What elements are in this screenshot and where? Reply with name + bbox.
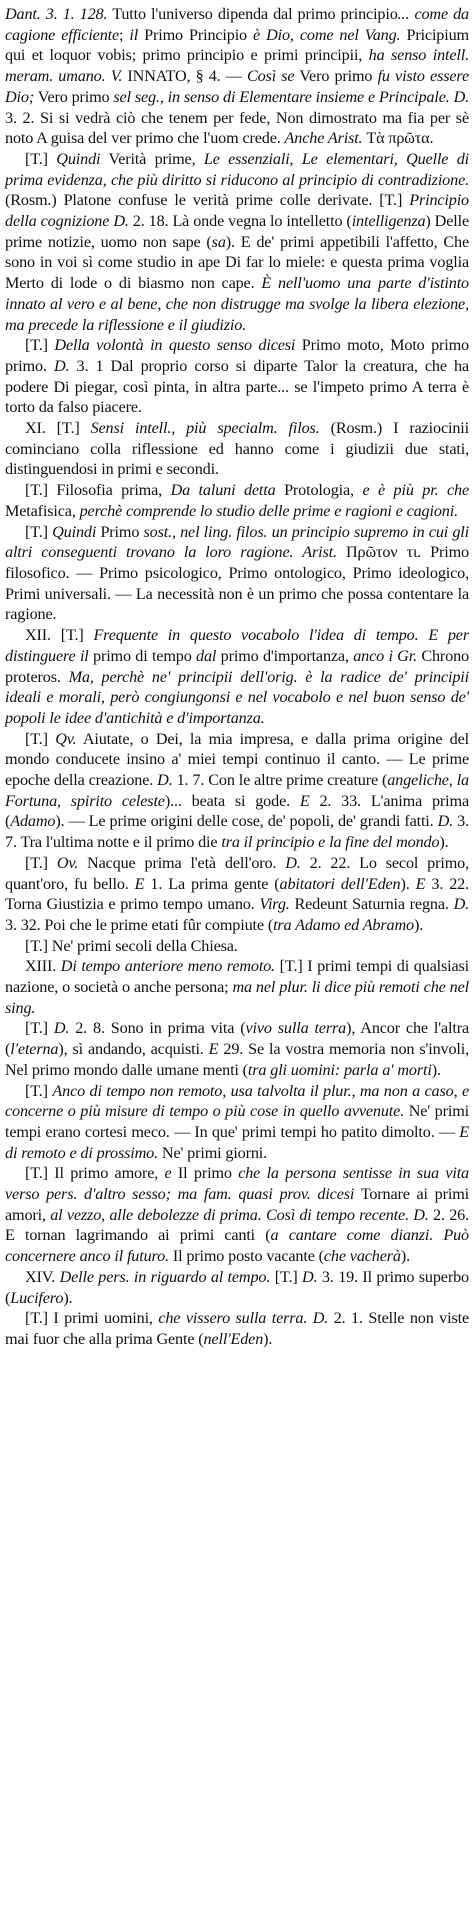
paragraph-p9 bbox=[5, 853, 469, 936]
text-run: Πρῶτον τι. Primo filosofico. — Primo psicologico, Primo ontologico, Primo ideologico, Primi universali. — La necessità non è un primo che possa contentare la ragione. bbox=[5, 543, 469, 624]
italic-run: Adamo bbox=[10, 812, 56, 831]
italic-run: Delle pers. in riguardo al tempo. bbox=[59, 1267, 271, 1286]
text-run: [T.] bbox=[25, 729, 56, 748]
text-run: 1. La prima gente ( bbox=[144, 874, 280, 893]
italic-run: D. bbox=[413, 1205, 429, 1224]
text-run: 2. 8. Sono in prima vita ( bbox=[69, 1019, 246, 1038]
paragraph-p11 bbox=[5, 956, 469, 1018]
italic-run: ... come da cagione efficiente bbox=[5, 5, 469, 44]
text-run: ). E de' primi appetibili l'affetto, Che sono in voi sì come studio in ape Di far lo miele: e questa prima voglia Merto di lode o di biasmo non cape. bbox=[5, 232, 469, 293]
italic-run: che vissero sulla terra. bbox=[158, 1309, 308, 1328]
text-run: 3. 7. Tra l'ultima notte e il primo die bbox=[5, 812, 469, 852]
text-run: Nacque prima l'età dell'oro. bbox=[78, 853, 286, 872]
italic-run: e è più pr. che bbox=[362, 481, 469, 500]
text-run: 2. 33. L'anima prima ( bbox=[5, 791, 469, 831]
text-run: 3. 19. Il primo superbo ( bbox=[5, 1267, 469, 1307]
text-run: (Rosm.) I raziocinii cominciano colla riflessione ed hanno come i giudizii due stati, distinguendosi in primi e secondi. bbox=[5, 419, 469, 479]
italic-run: Principio della cognizione bbox=[5, 191, 469, 231]
text-run: Verità prime, bbox=[100, 149, 204, 168]
italic-run: il bbox=[129, 25, 139, 44]
italic-run: E bbox=[134, 874, 145, 893]
text-run: Tutto l'universo dipenda dal primo principio bbox=[107, 5, 398, 23]
text-run: 1. 7. Con le altre prime creature ( bbox=[172, 771, 388, 790]
italic-run: l'eterna bbox=[10, 1040, 59, 1059]
text-run: Τὰ πρῶτα. bbox=[362, 129, 434, 148]
text-run: Primo Principio bbox=[138, 25, 254, 44]
paragraph-p7 bbox=[5, 625, 469, 729]
italic-run: al vezzo, alle debolezze di prima. Così di tempo recente. bbox=[50, 1205, 409, 1224]
text-run: ). bbox=[413, 915, 424, 934]
text-run: ). bbox=[431, 1060, 441, 1079]
italic-run: D. bbox=[437, 812, 454, 831]
text-run: XIII. bbox=[25, 957, 61, 976]
italic-run: ma nel plur. li dice più remoti che nel sing. bbox=[5, 978, 469, 1017]
text-run: Metafisica, bbox=[5, 501, 80, 520]
italic-run: Così se bbox=[246, 67, 295, 86]
italic-run: anco i Gr. bbox=[353, 646, 417, 665]
italic-run: Le essenziali, bbox=[203, 149, 294, 168]
text-run: Pricipium qui et loquor vobis; primo principio e primi principii, bbox=[5, 25, 469, 65]
italic-run: Ma, perchè ne' principii dell'orig. è la radice de' principii ideali e morali, però congiungonsi e nel vocabolo e nel buon senso de' popoli le idee d'antichità e d'importanza. bbox=[5, 667, 470, 727]
text-column bbox=[5, 4, 469, 1350]
italic-run: perchè comprende lo studio delle prime e ragioni e cagioni. bbox=[79, 501, 458, 520]
italic-run: E bbox=[299, 791, 310, 810]
text-run: Tornare ai primi amori, bbox=[5, 1185, 469, 1224]
italic-run: è Dio, come nel Vang. bbox=[253, 25, 401, 44]
italic-run: D. bbox=[53, 1019, 70, 1038]
text-run: [T.] bbox=[270, 1267, 303, 1286]
text-run: Primo bbox=[96, 522, 144, 541]
italic-run: abitatori dell'Eden bbox=[279, 874, 401, 893]
paragraph-p14 bbox=[5, 1163, 469, 1267]
text-run: ). bbox=[400, 874, 416, 893]
text-run: Il primo bbox=[171, 1164, 239, 1183]
italic-run: fu visto essere Dio; bbox=[5, 67, 469, 106]
text-run: Ne' primi tempi erano cortesi meco. — In que' primi tempi ho patito dimolto. — bbox=[5, 1102, 469, 1141]
text-run: [T.] bbox=[25, 853, 57, 872]
text-run: 2. 1. Stelle non viste mai fuor che alla prima Gente ( bbox=[5, 1309, 469, 1348]
italic-run: che vacherà bbox=[323, 1247, 401, 1266]
paragraph-p8 bbox=[5, 729, 469, 853]
paragraph-p15 bbox=[5, 1267, 469, 1308]
paragraph-p13 bbox=[5, 1081, 469, 1164]
paragraph-p1 bbox=[5, 4, 469, 149]
text-run: (Rosm.) Platone confuse le verità prime colle derivate. [T.] bbox=[5, 191, 410, 210]
italic-run: D. bbox=[157, 771, 173, 790]
text-run: 3. 1 Dal proprio corso si diparte Talor la creatura, che ha podere Di piegar, così pinta, in altra parte... se l'impeto primo A terra è torto da falso piacere. bbox=[5, 356, 469, 417]
text-run: [T.] Filosofia prima, bbox=[25, 481, 171, 500]
italic-run: Lucifero bbox=[10, 1288, 64, 1307]
text-run: ). — Le prime origini delle cose, de' popoli, de' grandi fatti. bbox=[55, 812, 438, 831]
italic-run: V. bbox=[110, 67, 123, 86]
text-run: ). bbox=[263, 1330, 273, 1348]
italic-run: Quindi bbox=[52, 522, 97, 541]
italic-run: E bbox=[415, 874, 426, 893]
text-run: [T.] bbox=[25, 1019, 54, 1038]
text-run: 2. 22. Lo secol primo, quant'oro, fu bello. bbox=[5, 853, 469, 893]
paragraph-p12 bbox=[5, 1018, 469, 1080]
italic-run: D. bbox=[113, 212, 129, 231]
italic-run: D. bbox=[453, 895, 469, 914]
text-run: ). bbox=[400, 1247, 411, 1266]
italic-run: e bbox=[164, 1164, 172, 1183]
text-run: XII. [T.] bbox=[25, 626, 94, 645]
text-run: Aiutate, o Dei, la mia impresa, e dalla prima origine del mondo conducete insino a' miei tempi continuo il canto. — Le prime epoche della creazione. bbox=[5, 729, 469, 790]
paragraph-p3 bbox=[5, 335, 469, 418]
italic-run: Ov. bbox=[56, 853, 79, 872]
paragraph-p5 bbox=[5, 480, 469, 521]
italic-run: intelligenza bbox=[351, 212, 426, 231]
italic-run: È nell'uomo una parte d'istinto innato al vero e al bene, che non distrugge ma svolge la libera elezione, ma precede la riflessione e il giudizio. bbox=[5, 274, 469, 334]
italic-run: D. bbox=[302, 1267, 318, 1286]
text-run: INNATO, § 4. — bbox=[122, 67, 247, 86]
italic-run: tra gli uomini: parla a' morti bbox=[247, 1060, 432, 1079]
text-run: [T.] I primi uomini, bbox=[25, 1309, 159, 1328]
italic-run: tra il principio e la fine del mondo bbox=[221, 833, 440, 852]
italic-run: Virg. bbox=[259, 895, 290, 914]
italic-run: Anco di tempo non remoto, usa talvolta il plur., ma non a caso, e concerne o più misure di tempo o più cose in quello avvenute. bbox=[5, 1081, 470, 1121]
italic-run: D. bbox=[453, 87, 469, 106]
italic-run: Dant. 3. 1. 128. bbox=[5, 5, 108, 23]
italic-run: Quindi bbox=[56, 149, 101, 168]
italic-run: sost., nel ling. filos. un principio supremo in cui gli altri conseguenti trovano la loro ragione. Arist. bbox=[5, 522, 469, 562]
text-run: ). bbox=[439, 833, 449, 852]
text-run: 3. 2. Si si vedrà ciò che tenem per fede, Non dimostrato ma fia per sè noto A guisa del ver primo che l'uom crede. bbox=[5, 108, 469, 148]
text-run: ; bbox=[119, 25, 130, 44]
text-run: Vero primo bbox=[34, 87, 114, 106]
text-run: XIV. bbox=[25, 1267, 60, 1286]
text-run: [T.] Ne' primi secoli della Chiesa. bbox=[25, 936, 238, 955]
text-run: XI. [T.] bbox=[25, 419, 91, 438]
text-run bbox=[293, 150, 301, 168]
text-run: 3. 22. Torna Giustizia e primo tempo umano. bbox=[5, 874, 469, 914]
italic-run: Sensi intell., più specialm. filos. bbox=[90, 419, 320, 438]
italic-run: Le elementari, Quelle di prima evidenza, che più diritto si riducono al principio di contradizione. bbox=[5, 149, 469, 189]
italic-run: E bbox=[208, 1040, 219, 1059]
italic-run: tra Adamo ed Abramo bbox=[273, 915, 414, 934]
text-run: primo d'importanza, bbox=[216, 646, 354, 665]
text-run: ), sì andando, acquisti. bbox=[58, 1040, 209, 1059]
text-run: Redeunt Saturnia regna. bbox=[289, 895, 454, 914]
italic-run: Di tempo anteriore meno remoto. bbox=[60, 957, 276, 976]
text-run: 3. 32. Poi che le prime etati fûr compiute ( bbox=[5, 915, 274, 934]
text-run: Il primo posto vacante ( bbox=[168, 1247, 324, 1266]
paragraph-p10 bbox=[5, 936, 469, 957]
text-run: ) Delle prime notizie, uomo non sape ( bbox=[5, 212, 469, 251]
italic-run: Qv. bbox=[55, 729, 77, 748]
text-run: Vero primo bbox=[294, 67, 378, 86]
text-run: ). bbox=[63, 1288, 73, 1307]
italic-run: E di remoto e di prossimo. bbox=[5, 1122, 469, 1162]
text-run: 29. Se la vostra memoria non s'involi, Nel primo mondo dalle umane menti ( bbox=[5, 1040, 470, 1079]
italic-run: Della volontà in questo senso dicesi bbox=[54, 336, 296, 355]
text-run: [T.] bbox=[25, 336, 55, 355]
italic-run: sa bbox=[211, 232, 226, 251]
text-run: [T.] bbox=[25, 1081, 53, 1100]
text-run: Chrono proteros. bbox=[5, 646, 469, 686]
italic-run: Frequente in questo vocabolo l'idea di tempo. E per distinguere il bbox=[5, 626, 469, 665]
text-run: )... beata si gode. bbox=[164, 791, 300, 810]
italic-run: Anche Arist. bbox=[284, 129, 363, 148]
text-run: Ne' primi giorni. bbox=[158, 1143, 268, 1162]
italic-run: a cantare come dianzi. Può concernere anco il futuro. bbox=[5, 1226, 469, 1266]
text-run: ), Ancor che l'altra ( bbox=[5, 1019, 470, 1059]
italic-run: D. bbox=[312, 1309, 329, 1328]
text-run: 2. 18. Là onde vegna lo intelletto ( bbox=[128, 212, 352, 231]
italic-run: ha senso intell. meram. umano. bbox=[5, 46, 469, 86]
text-run: [T.] Il primo amore, bbox=[25, 1164, 165, 1183]
paragraph-p4 bbox=[5, 418, 469, 480]
text-run: Primo moto, Moto primo primo. bbox=[5, 336, 470, 375]
paragraph-p16 bbox=[5, 1308, 469, 1349]
text-run: [T.] bbox=[25, 522, 53, 541]
paragraph-p6 bbox=[5, 522, 469, 626]
text-run: Protologia, bbox=[275, 481, 363, 500]
italic-run: dal bbox=[196, 646, 217, 665]
text-run: primo di tempo bbox=[88, 646, 197, 665]
text-run: [T.] I primi tempi di qualsiasi nazione, o società o anche persona; bbox=[5, 957, 469, 997]
text-run: [T.] bbox=[25, 149, 57, 168]
italic-run: vivo sulla terra bbox=[245, 1019, 347, 1038]
italic-run: nell'Eden bbox=[203, 1330, 264, 1348]
italic-run: D. bbox=[53, 356, 70, 375]
italic-run: Da taluni detta bbox=[170, 481, 276, 500]
paragraph-p2 bbox=[5, 149, 469, 335]
italic-run: sel seg., in senso di Elementare insieme e Principale. bbox=[113, 87, 450, 106]
italic-run: angeliche, la Fortuna, spirito celeste bbox=[5, 771, 469, 810]
italic-run: che la persona sentisse in sua vita verso pers. d'altro sesso; ma fam. quasi prov. dicesi bbox=[5, 1164, 469, 1204]
text-run: 2. 26. E tornan lagrimando ai primi canti ( bbox=[5, 1205, 469, 1245]
italic-run: D. bbox=[285, 853, 301, 872]
